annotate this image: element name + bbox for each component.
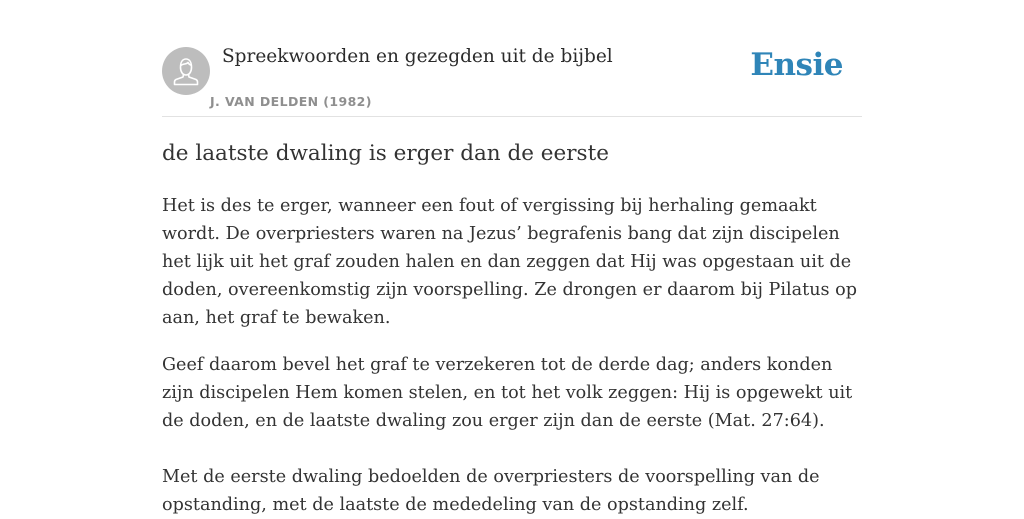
ensie-logo[interactable]: Ensie — [750, 47, 843, 83]
entry-paragraph: Geef daarom bevel het graf te verzekeren tot de derde dag; anders konden zijn discipelen Hem komen stelen, en tot het volk zeggen: Hij is opgewekt uit de doden, en de laatste dwaling zou erger zijn dan de eerste (Mat. 27:64). — [162, 355, 853, 431]
user-silhouette-icon — [162, 47, 210, 95]
entry-page — [162, 0, 862, 515]
source-title[interactable]: Spreekwoorden en gezegden uit de bijbel — [222, 46, 613, 67]
source-author[interactable]: J. VAN DELDEN (1982) — [210, 94, 372, 109]
source-header — [162, 0, 862, 117]
entry-title: de laatste dwaling is erger dan de eerste — [162, 141, 609, 166]
entry-paragraph: Het is des te erger, wanneer een fout of vergissing bij herhaling gemaakt wordt. De overpriesters waren na Jezus’ begrafenis bang dat zijn discipelen het lijk uit het graf zouden halen en dan zeggen dat Hij was opgestaan uit de doden, overeenkomstig zijn voorspelling. Ze drongen er daarom bij Pilatus op aan, het graf te bewaken. — [162, 196, 857, 328]
author-avatar[interactable] — [162, 47, 210, 95]
entry-paragraph: Met de eerste dwaling bedoelden de overpriesters de voorspelling van de opstanding, met de laatste de mededeling van de opstanding zelf. — [162, 467, 820, 515]
